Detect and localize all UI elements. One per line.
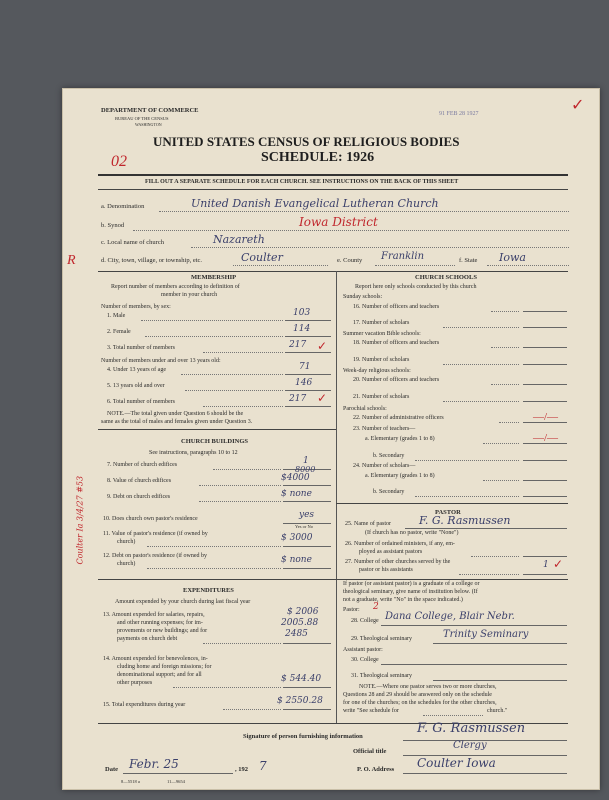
- state-label: f. State: [459, 257, 478, 264]
- assistant-pastor-label: Assistant pastor:: [343, 647, 383, 653]
- census-schedule-form: [62, 88, 600, 790]
- q14-label-1: 14. Amount expended for benevolences, in-: [103, 656, 208, 662]
- po-address-value: Coulter Iowa: [417, 756, 496, 770]
- q18-answer-line: [523, 347, 567, 348]
- q5-value: 146: [295, 378, 313, 388]
- q11-answer-line: [283, 546, 331, 547]
- q23a-leader: [483, 443, 519, 444]
- q21-answer-line: [523, 401, 567, 402]
- pastor-rule: [336, 579, 568, 580]
- year-digit: 7: [259, 759, 267, 773]
- city-label: d. City, town, village, or township, etc.: [101, 257, 203, 264]
- q27-answer-line: [523, 574, 567, 575]
- q25-label: 25. Name of pastor: [345, 521, 391, 527]
- q17-leader: [443, 327, 519, 328]
- q8-leader: [199, 485, 281, 486]
- q23a-dash-mark: —/—: [533, 432, 559, 444]
- q24a-leader: [483, 480, 519, 481]
- pastor-note-3: for one of the churches; on the schedules for the other churches,: [343, 700, 497, 706]
- instruction-rule: [98, 189, 568, 190]
- q18-leader: [491, 347, 519, 348]
- q14-value: $ 544.40: [281, 674, 322, 684]
- q12-answer-line: [283, 568, 331, 569]
- schools-title: CHURCH SCHOOLS: [415, 274, 477, 281]
- q13-label-1: 13. Amount expended for salaries, repairs,: [103, 612, 205, 618]
- q24b-answer-line: [523, 496, 567, 497]
- q27-value: 1: [543, 560, 549, 570]
- q6-value: 217: [289, 394, 307, 404]
- q24-label: 24. Number of scholars—: [353, 463, 416, 469]
- q4-leader: [181, 374, 283, 375]
- q13-label-3: provements or new buildings; and for: [117, 628, 208, 634]
- signature-label: Signature of person furnishing information: [243, 733, 363, 740]
- q23b-label: b. Secondary: [373, 453, 405, 459]
- local-name-label: c. Local name of church: [101, 239, 164, 246]
- q9-answer-line: [283, 501, 331, 502]
- schools-rule: [336, 503, 568, 504]
- po-address-line: [403, 773, 567, 774]
- q2-leader: [145, 336, 283, 337]
- q23b-answer-line: [523, 460, 567, 461]
- q23-label: 23. Number of teachers—: [353, 426, 416, 432]
- po-address-label: P. O. Address: [357, 766, 395, 773]
- q28-answer-line: [381, 625, 567, 626]
- q2-answer-line: [285, 336, 331, 337]
- local-name-line: [191, 247, 569, 248]
- q25-value: F. G. Rasmussen: [419, 514, 511, 527]
- header-rule: [98, 174, 568, 176]
- under-over-label: Number of members under and over 13 years old:: [101, 358, 221, 364]
- q20-label: 20. Number of officers and teachers: [353, 377, 440, 383]
- instruction-line: FILL OUT A SEPARATE SCHEDULE FOR EACH CHURCH. SEE INSTRUCTIONS ON THE BACK OF THIS SHEET: [145, 179, 459, 185]
- buildings-rule: [98, 579, 336, 580]
- sunday-schools-label: Sunday schools:: [343, 294, 383, 300]
- q8-label: 8. Value of church edifices: [107, 478, 172, 484]
- margin-mark-r: R: [67, 253, 76, 268]
- synod-label: b. Synod: [101, 222, 125, 229]
- q11-label-2: church): [117, 539, 136, 545]
- members-by-sex-label: Number of members, by sex:: [101, 304, 171, 310]
- expenditures-subtitle: Amount expended by your church during last fiscal year: [115, 599, 251, 605]
- q14-label-3: denominational support; and for all: [117, 672, 202, 678]
- q23a-label: a. Elementary (grades 1 to 8): [365, 436, 435, 442]
- q19-leader: [443, 364, 519, 365]
- q3-label: 3. Total number of members: [107, 345, 175, 351]
- washington-label: WASHINGTON: [135, 122, 162, 127]
- q31-answer-line: [433, 680, 567, 681]
- q24b-label: b. Secondary: [373, 489, 405, 495]
- q29-answer-line: [433, 643, 567, 644]
- q1-value: 103: [293, 308, 311, 318]
- q25-note: (If church has no pastor, write "None"): [365, 530, 459, 536]
- q14-leader: [173, 687, 281, 688]
- column-divider: [336, 271, 337, 723]
- form-code: 02: [111, 153, 127, 170]
- q26-leader: [471, 556, 519, 557]
- q18-label: 18. Number of officers and teachers: [353, 340, 440, 346]
- q28-label: 28. College: [351, 618, 379, 624]
- membership-intro-2: member in your church: [161, 292, 218, 298]
- q20-answer-line: [523, 384, 567, 385]
- q11-label-1: 11. Value of pastor's residence (if owned by: [103, 531, 208, 537]
- received-stamp: 91 FEB 28 1927: [439, 111, 479, 117]
- q30-answer-line: [381, 664, 567, 665]
- buildings-title: CHURCH BUILDINGS: [181, 438, 248, 445]
- q17-label: 17. Number of scholars: [353, 320, 410, 326]
- pastor-note-1: NOTE.—Where one pastor serves two or more churches,: [359, 684, 497, 690]
- q14-label-2: cluding home and foreign missions; for: [117, 664, 212, 670]
- county-line: [375, 265, 455, 266]
- buildings-subtitle: See instructions, paragraphs 10 to 12: [149, 450, 238, 456]
- year-label: , 192: [235, 766, 248, 773]
- pastor-title: PASTOR: [435, 509, 461, 516]
- pastor-sublabel: Pastor:: [343, 607, 360, 613]
- q9-value: $ none: [281, 489, 312, 499]
- local-name-value: Nazareth: [213, 233, 265, 246]
- q7-leader: [213, 469, 281, 470]
- q6-leader: [203, 406, 283, 407]
- q26-label-1: 26. Number of ordained ministers, if any, em-: [345, 541, 455, 547]
- q29-value: Trinity Seminary: [443, 629, 529, 640]
- county-label: e. County: [337, 257, 363, 264]
- graduate-note-1: If pastor (or assistant pastor) is a graduate of a college or: [343, 581, 480, 587]
- date-label: Date: [105, 766, 118, 773]
- denomination-value: United Danish Evangelical Lutheran Church: [191, 197, 439, 210]
- pastor-note-4: write "See schedule for: [343, 708, 399, 714]
- q4-value: 71: [299, 362, 311, 372]
- q19-answer-line: [523, 364, 567, 365]
- q22-label: 22. Number of administrative officers: [353, 415, 444, 421]
- q13-label-2: and other running expenses; for im-: [117, 620, 203, 626]
- form-title: UNITED STATES CENSUS OF RELIGIOUS BODIES: [153, 134, 460, 149]
- date-value: Febr. 25: [129, 757, 179, 771]
- q19-label: 19. Number of scholars: [353, 357, 410, 363]
- q3-leader: [203, 352, 283, 353]
- pastor-note-5: church.": [487, 708, 508, 714]
- q2-value: 114: [293, 324, 311, 334]
- q15-value: $ 2550.28: [277, 696, 323, 706]
- synod-value: Iowa District: [299, 215, 378, 229]
- official-title-label: Official title: [353, 748, 387, 755]
- pastor-note-blank: [423, 715, 483, 716]
- q12-leader: [147, 568, 281, 569]
- membership-rule: [98, 429, 336, 430]
- q27-leader: [459, 574, 519, 575]
- bureau-label: BUREAU OF THE CENSUS: [115, 116, 169, 121]
- q6-label: 6. Total number of members: [107, 399, 175, 405]
- q16-leader: [491, 311, 519, 312]
- membership-intro-1: Report number of members according to definition of: [111, 284, 240, 290]
- schools-subtitle: Report here only schools conducted by this church: [355, 284, 477, 290]
- q4-answer-line: [285, 374, 331, 375]
- q21-label: 21. Number of scholars: [353, 394, 410, 400]
- synod-line: [133, 230, 569, 231]
- membership-title: MEMBERSHIP: [191, 274, 237, 281]
- q16-label: 16. Number of officers and teachers: [353, 304, 440, 310]
- state-value: Iowa: [499, 251, 526, 264]
- q13-answer-line: [283, 643, 331, 644]
- parochial-schools-label: Parochial schools:: [343, 406, 387, 412]
- q16-answer-line: [523, 311, 567, 312]
- q23b-leader: [415, 460, 519, 461]
- q1-answer-line: [285, 320, 331, 321]
- q6-check-icon: ✓: [317, 391, 328, 405]
- margin-note: Coulter Ia 3/4/27 #53: [75, 475, 85, 565]
- q31-label: 31. Theological seminary: [351, 673, 413, 679]
- q3-value: 217: [289, 340, 307, 350]
- q14-label-4: other purposes: [117, 680, 153, 686]
- q5-leader: [185, 390, 283, 391]
- q27-check-icon: ✓: [553, 557, 564, 571]
- denomination-line: [159, 211, 569, 212]
- graduate-note-2: theological seminary, give name of institution below. (If: [343, 589, 478, 595]
- q28-value: Dana College, Blair Nebr.: [385, 611, 515, 622]
- official-title-value: Clergy: [453, 740, 487, 751]
- ident-rule: [98, 271, 568, 272]
- weekday-schools-label: Week-day religious schools:: [343, 368, 411, 374]
- checkmark-icon: ✓: [571, 97, 585, 114]
- county-value: Franklin: [381, 251, 425, 262]
- state-line: [487, 265, 569, 266]
- q10-label: 10. Does church own pastor's residence: [103, 516, 198, 522]
- yes-no-hint: Yes or No: [295, 524, 314, 529]
- pastor-note-2: Questions 28 and 29 should be answered only on the schedule: [343, 692, 492, 698]
- denomination-label: a. Denomination: [101, 203, 145, 210]
- form-code-1: 8—5518 a: [121, 779, 140, 784]
- expenditures-title: EXPENDITURES: [183, 587, 234, 594]
- q20-leader: [491, 384, 519, 385]
- graduate-note-3: not a graduate, write "No" in the space indicated.): [343, 597, 463, 603]
- q27-label-2: pastor or his assistants: [359, 567, 413, 573]
- q17-answer-line: [523, 327, 567, 328]
- q12-value: $ none: [281, 555, 312, 565]
- signature-value: F. G. Rasmussen: [417, 721, 526, 736]
- q21-leader: [443, 401, 519, 402]
- q15-answer-line: [283, 709, 331, 710]
- q12-label-1: 12. Debt on pastor's residence (if owned by: [103, 553, 208, 559]
- q13-revised-value: 2005.88: [281, 618, 319, 628]
- q13-value: $ 2006: [287, 607, 319, 617]
- q7-value: 1: [303, 456, 309, 466]
- form-code-2: 11—9654: [167, 779, 185, 784]
- q22-dash-mark: —/—: [533, 411, 559, 423]
- summer-schools-label: Summer vacation Bible schools:: [343, 331, 421, 337]
- q9-label: 9. Debt on church edifices: [107, 494, 171, 500]
- q11-leader: [147, 546, 281, 547]
- q5-label: 5. 13 years old and over: [107, 383, 165, 389]
- membership-note-2: same as the total of males and females given under Question 3.: [101, 419, 253, 425]
- q9-leader: [199, 501, 281, 502]
- q24a-answer-line: [523, 480, 567, 481]
- q30-label: 30. College: [351, 657, 379, 663]
- q24a-label: a. Elementary (grades 1 to 8): [365, 473, 435, 479]
- q14-answer-line: [283, 687, 331, 688]
- q1-label: 1. Male: [107, 313, 126, 319]
- q8-revised-value: 8000: [295, 465, 316, 474]
- q13-alt-value: 2485: [285, 629, 308, 639]
- q22-leader: [499, 422, 519, 423]
- q8-answer-line: [283, 485, 331, 486]
- q24b-leader: [415, 496, 519, 497]
- q4-label: 4. Under 13 years of age: [107, 367, 166, 373]
- q8-value: $4000: [281, 473, 310, 483]
- q10-value: yes: [299, 510, 315, 520]
- pastor-mark: 2: [373, 602, 379, 612]
- q25-answer-line: [405, 528, 567, 529]
- q26-label-2: ployed as assistant pastors: [359, 549, 423, 555]
- department-label: DEPARTMENT OF COMMERCE: [101, 107, 199, 114]
- schedule-title: SCHEDULE: 1926: [261, 150, 375, 165]
- q15-label: 15. Total expenditures during year: [103, 702, 186, 708]
- city-value: Coulter: [241, 251, 283, 264]
- q13-label-4: payments on church debt: [117, 636, 178, 642]
- membership-note-1: NOTE.—The total given under Question 6 should be the: [107, 411, 244, 417]
- q6-answer-line: [285, 406, 331, 407]
- q29-label: 29. Theological seminary: [351, 636, 413, 642]
- q7-label: 7. Number of church edifices: [107, 462, 178, 468]
- q27-label-1: 27. Number of other churches served by the: [345, 559, 451, 565]
- q3-check-icon: ✓: [317, 339, 328, 353]
- q12-label-2: church): [117, 561, 136, 567]
- q11-value: $ 3000: [281, 533, 313, 543]
- q13-leader: [203, 643, 281, 644]
- q2-label: 2. Female: [107, 329, 131, 335]
- date-line: [123, 773, 233, 774]
- q1-leader: [141, 320, 283, 321]
- city-line: [233, 265, 328, 266]
- q15-leader: [223, 709, 281, 710]
